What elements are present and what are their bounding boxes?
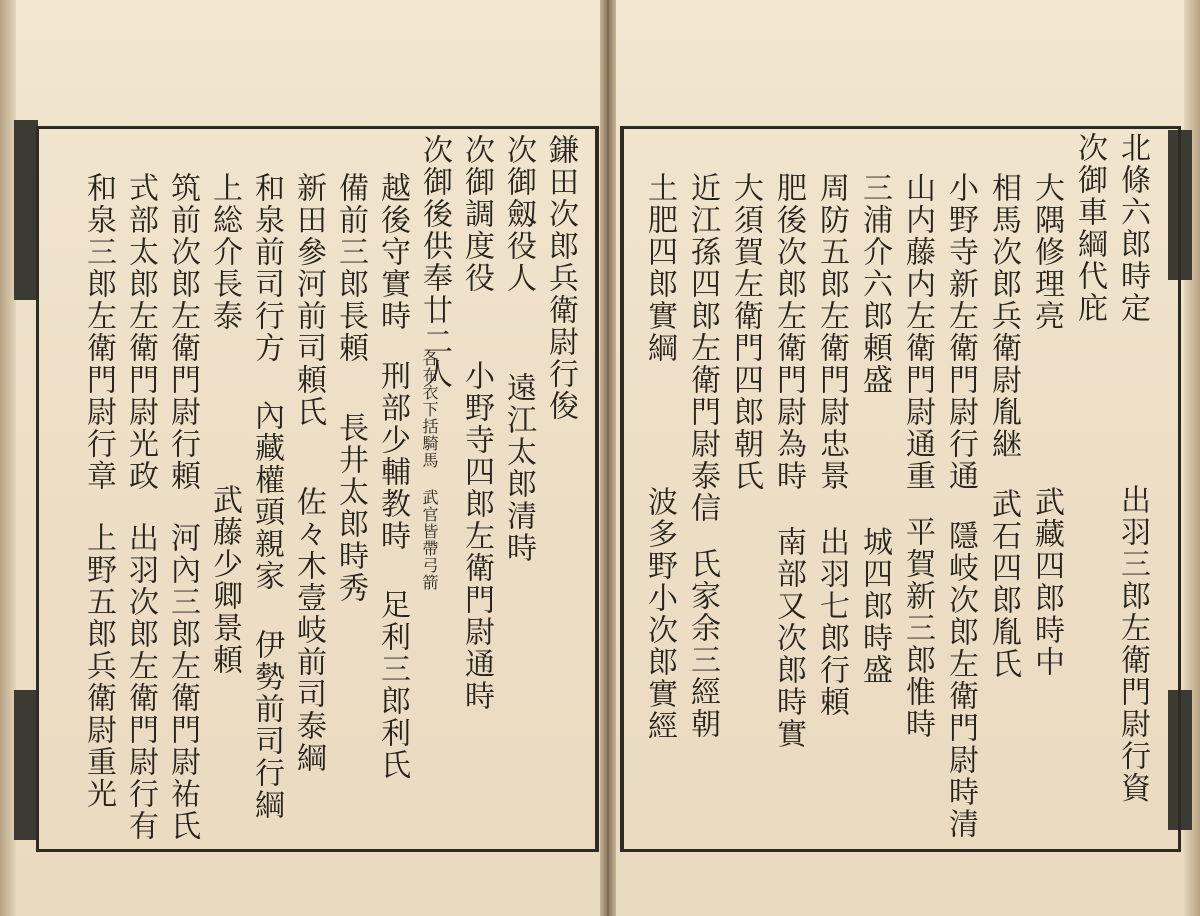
right-column-9-sub: 南部又次郎時實 <box>771 526 806 750</box>
right-column-5-sub: 隱岐次郎左衛門尉時清 <box>943 520 978 840</box>
left-column-6: 備前三郎長頼 <box>333 172 368 364</box>
right-column-3: 大隅修理亮 <box>1029 172 1064 332</box>
left-column-8: 和泉前司行方 <box>249 172 284 364</box>
left-column-2: 次御劔役人 <box>501 134 536 294</box>
right-column-5: 小野寺新左衛門尉行通 <box>943 172 978 492</box>
right-column-4-sub: 武石四郎胤氏 <box>986 488 1021 680</box>
left-column-9-sub: 武藤少卿景頼 <box>207 484 242 676</box>
right-column-1-sub: 出羽三郎左衛門尉行資 <box>1115 484 1150 804</box>
right-column-10: 大須賀左衛門四郎朝氏 <box>728 172 763 492</box>
left-column-9: 上総介長泰 <box>207 172 242 332</box>
left-column-3: 次御調度役 <box>459 134 494 294</box>
left-column-10-sub: 河內三郎左衛門尉祐氏 <box>165 522 200 842</box>
left-column-1: 鎌田次郎兵衛尉行俊 <box>543 134 578 422</box>
book-gutter <box>600 0 616 916</box>
left-column-6-sub: 長井太郎時秀 <box>333 412 368 604</box>
right-column-1: 北條六郎時定 <box>1115 132 1150 324</box>
right-column-3-sub: 武藏四郎時中 <box>1029 486 1064 678</box>
right-column-8: 周防五郎左衛門尉忠景 <box>814 172 849 492</box>
right-column-11-sub: 氏家余三經朝 <box>685 548 720 740</box>
left-column-2-sub: 遠江太郎清時 <box>501 372 536 564</box>
right-column-4: 相馬次郎兵衛尉胤継 <box>986 172 1021 460</box>
left-column-5-sub: 刑部少輔教時 足利三郎利氏 <box>375 360 410 781</box>
right-column-6: 山内藤内左衛門尉通重 <box>900 172 935 492</box>
right-column-7-sub: 城四郎時盛 <box>857 526 892 686</box>
right-column-2: 次御車綱代庇 <box>1072 132 1107 324</box>
right-column-7: 三浦介六郎頼盛 <box>857 172 892 396</box>
right-column-6-sub: 平賀新三郎惟時 <box>900 516 935 740</box>
left-column-11: 式部太郎左衛門尉光政 <box>123 172 158 492</box>
left-column-11-sub: 出羽次郎左衛門尉行有 <box>123 522 158 842</box>
left-column-3-sub: 小野寺四郎左衛門尉通時 <box>459 360 494 712</box>
left-column-4-note: 各布衣下括騎馬 武官皆帶弓箭 <box>420 350 439 591</box>
left-column-10: 筑前次郎左衛門尉行頼 <box>165 172 200 492</box>
right-column-12: 土肥四郎實綱 <box>642 172 677 364</box>
left-margin-ink-band <box>14 120 38 300</box>
left-column-4: 次御後供奉廿二人 <box>417 134 452 390</box>
right-column-8-sub: 出羽七郎行頼 <box>814 526 849 718</box>
right-column-11: 近江孫四郎左衛門尉泰信 <box>685 172 720 524</box>
right-column-9: 肥後次郎左衛門尉為時 <box>771 172 806 492</box>
left-column-12-sub: 上野五郎兵衛尉重光 <box>81 522 116 810</box>
left-column-7-sub: 佐々木壹岐前司泰綱 <box>291 486 326 774</box>
left-column-5: 越後守實時 <box>375 172 410 332</box>
left-margin-ink-band <box>14 690 38 840</box>
left-column-12: 和泉三郎左衛門尉行章 <box>81 172 116 492</box>
left-column-7: 新田參河前司頼氏 <box>291 172 326 428</box>
left-column-8-sub: 內藏權頭親家 伊勢前司行綱 <box>249 400 284 821</box>
right-column-12-sub: 波多野小次郎實經 <box>642 486 677 742</box>
